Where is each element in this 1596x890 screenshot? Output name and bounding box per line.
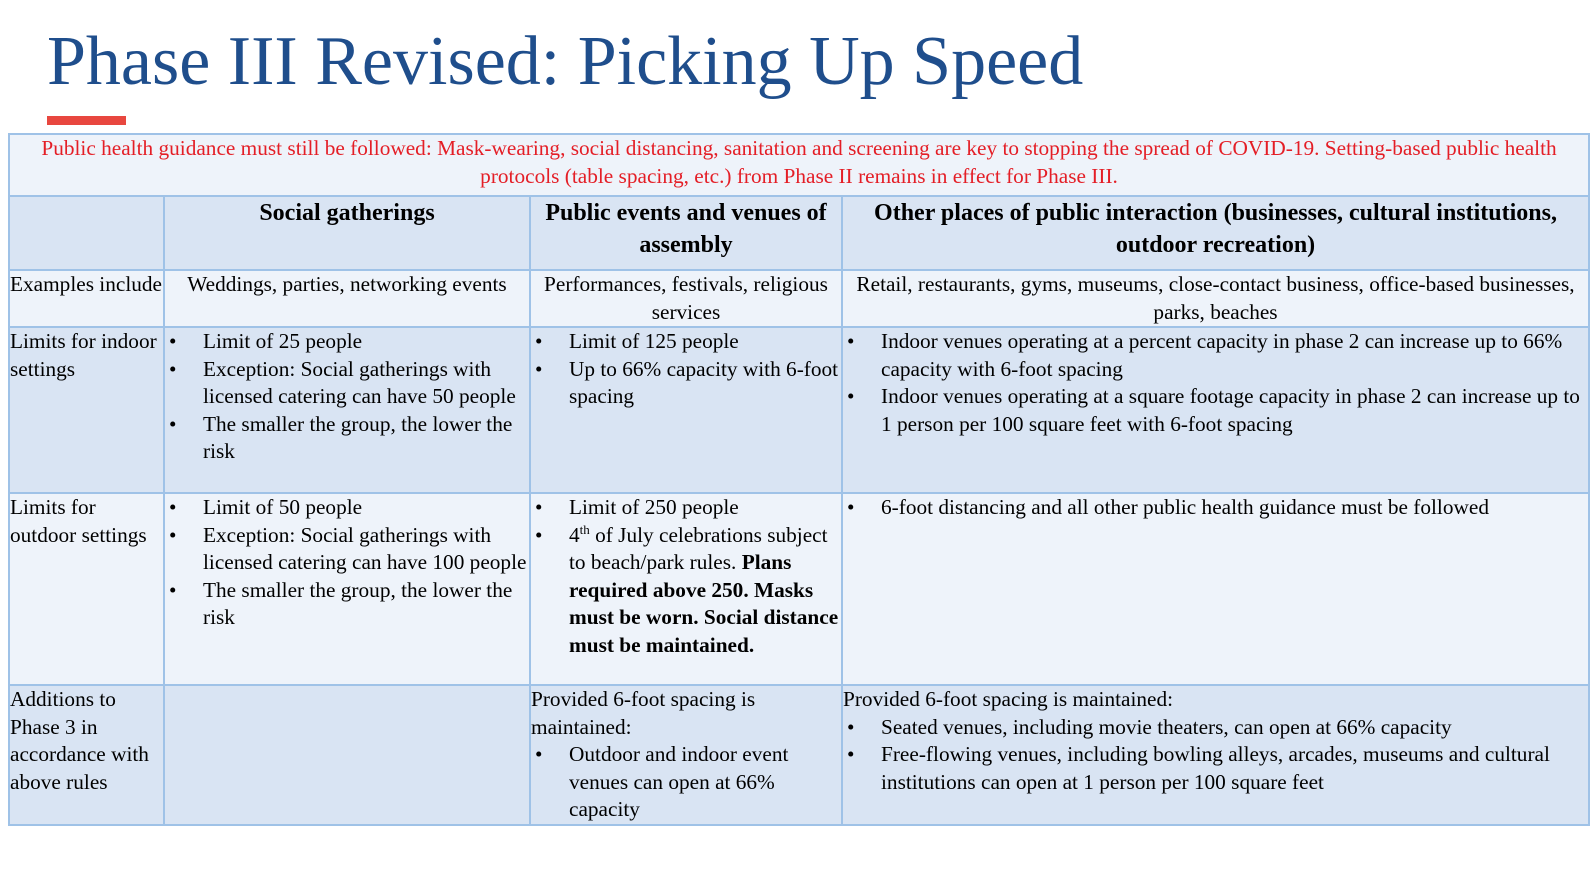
additions-other-intro: Provided 6-foot spacing is maintained:: [843, 687, 1174, 711]
list-item: • Seated venues, including movie theaters, can open at 66% capacity: [843, 714, 1588, 742]
cell-indoor-other: [842, 327, 1589, 493]
header-row: [9, 196, 1589, 270]
header-other-places: Other places of public interaction (businesses, cultural institutions, outdoor recreation): [842, 196, 1589, 270]
row-label-outdoor: Limits for outdoor settings: [9, 493, 164, 685]
list-item: • Limit of 250 people: [531, 494, 841, 522]
july-number: 4: [569, 522, 580, 547]
cell-additions-events: [530, 685, 842, 825]
notice-row: [9, 134, 1589, 196]
list-item: • Limit of 50 people: [165, 494, 529, 522]
cell-outdoor-events: [530, 493, 842, 685]
table-row-examples: [9, 270, 1589, 327]
additions-events-intro: Provided 6-foot spacing is maintained:: [531, 687, 756, 739]
page-title: Phase III Revised: Picking Up Speed: [47, 23, 1084, 100]
cell-outdoor-social: [164, 493, 530, 685]
row-label-indoor: Limits for indoor settings: [9, 327, 164, 493]
list-item: • Limit of 25 people: [165, 328, 529, 356]
list-item: • Indoor venues operating at a square footage capacity in phase 2 can increase up to 1 person per 100 square feet with 6-foot spacing: [843, 383, 1588, 438]
cell-examples-other: Retail, restaurants, gyms, museums, close-contact business, office-based businesses, parks, beaches: [842, 270, 1589, 327]
table-row-indoor: [9, 327, 1589, 493]
list-item: • The smaller the group, the lower the risk: [165, 577, 529, 632]
list-item: • Outdoor and indoor event venues can open at 66% capacity: [531, 741, 841, 824]
list-item: • Free-flowing venues, including bowling alleys, arcades, museums and cultural institutions can open at 1 person per 100 square feet: [843, 741, 1588, 796]
list-item: • Exception: Social gatherings with licensed catering can have 50 people: [165, 356, 529, 411]
header-social-gatherings: Social gatherings: [164, 196, 530, 270]
title-accent-bar: [47, 116, 126, 125]
list-item: • Up to 66% capacity with 6-foot spacing: [531, 356, 841, 411]
list-item: • Limit of 125 people: [531, 328, 841, 356]
list-item: • Exception: Social gatherings with licensed catering can have 100 people: [165, 522, 529, 577]
cell-additions-social: [164, 685, 530, 825]
cell-examples-events: Performances, festivals, religious services: [530, 270, 842, 327]
header-public-events: Public events and venues of assembly: [530, 196, 842, 270]
list-item: • The smaller the group, the lower the risk: [165, 411, 529, 466]
row-label-additions: Additions to Phase 3 in accordance with above rules: [9, 685, 164, 825]
cell-indoor-events: [530, 327, 842, 493]
public-health-notice: Public health guidance must still be followed: Mask-wearing, social distancing, sanitation and screening are key to stopping the spread of COVID-19. Setting-based public health protocols (table spacing, etc.) from Phase II remains in effect for Phase III.: [9, 134, 1589, 196]
cell-indoor-social: [164, 327, 530, 493]
cell-outdoor-other: [842, 493, 1589, 685]
header-empty: [9, 196, 164, 270]
cell-additions-other: [842, 685, 1589, 825]
table-row-additions: [9, 685, 1589, 825]
row-label-examples: Examples include: [9, 270, 164, 327]
table-row-outdoor: [9, 493, 1589, 685]
list-item: • 6-foot distancing and all other public health guidance must be followed: [843, 494, 1588, 522]
cell-examples-social: Weddings, parties, networking events: [164, 270, 530, 327]
july-text: of July celebrations subject to beach/park rules.: [569, 522, 828, 574]
list-item: • Indoor venues operating at a percent capacity in phase 2 can increase up to 66% capacity with 6-foot spacing: [843, 328, 1588, 383]
july-ordinal: th: [579, 521, 590, 537]
list-item-july: [531, 522, 841, 660]
phase-table: [8, 133, 1590, 826]
plans-required-text: Plans required above 250. Masks must be worn. Social distance must be maintained.: [569, 550, 839, 657]
